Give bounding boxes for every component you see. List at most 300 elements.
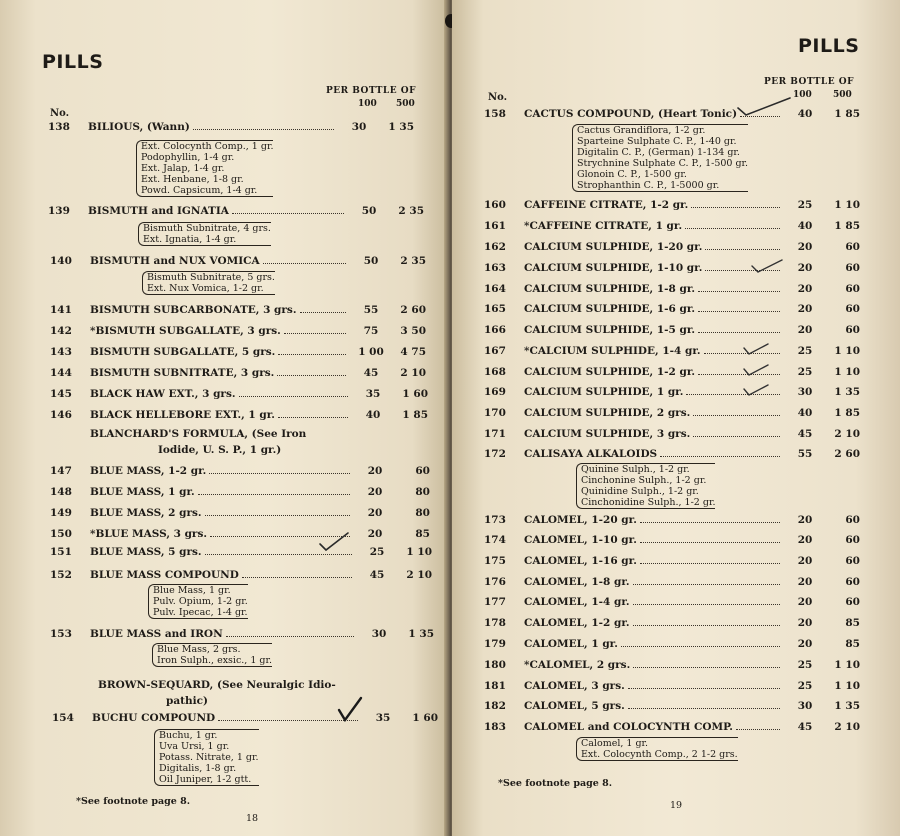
leader-dots	[698, 311, 780, 312]
price-100: 55	[797, 448, 813, 460]
ingredients-brace	[136, 140, 273, 197]
item-number: 144	[50, 367, 72, 379]
leader-dots	[205, 554, 352, 555]
list-item	[484, 617, 860, 633]
item-name: BLACK HELLEBORE EXT., 1 gr.	[90, 409, 275, 421]
price-100: 30	[797, 700, 813, 712]
price-500: 85	[415, 528, 430, 540]
list-item	[50, 528, 430, 544]
leader-dots	[209, 473, 350, 474]
item-name: BUCHU COMPOUND	[92, 712, 216, 724]
price-500: 60	[845, 576, 860, 588]
page-number: 18	[246, 813, 259, 824]
price-500: 3 50	[400, 325, 426, 337]
ingredient-line: Pulv. Ipecac, 1-4 gr.	[153, 607, 248, 618]
list-item	[484, 514, 860, 530]
leader-dots	[284, 333, 346, 334]
ingredient-line: Bismuth Subnitrate, 4 grs.	[143, 223, 271, 234]
number-column-label: No.	[50, 108, 70, 119]
item-number: 149	[50, 507, 72, 519]
item-name: BISMUTH SUBGALLATE, 5 grs.	[90, 346, 276, 358]
item-name: BLUE MASS, 5 grs.	[90, 546, 202, 558]
price-100: 1 00	[358, 346, 384, 358]
handwritten-checkmark-icon	[318, 530, 350, 554]
ingredient-line: Pulv. Opium, 1-2 gr.	[153, 596, 248, 607]
handwritten-checkmark-icon	[742, 341, 770, 357]
item-name: CALCIUM SULPHIDE, 2 grs.	[524, 407, 691, 419]
price-100: 20	[367, 528, 383, 540]
price-100: 50	[361, 205, 377, 217]
price-500: 80	[415, 507, 430, 519]
leader-dots	[277, 375, 346, 376]
footnote: *See footnote page 8.	[498, 778, 613, 789]
list-item	[48, 205, 424, 221]
item-name: *CALCIUM SULPHIDE, 1-4 gr.	[524, 345, 701, 357]
note-line: pathic)	[166, 695, 208, 707]
ingredient-line: Podophyllin, 1-4 gr.	[141, 152, 235, 163]
item-number: 174	[484, 534, 506, 546]
price-500: 60	[845, 262, 860, 274]
price-500: 1 35	[408, 628, 434, 640]
leader-dots	[239, 396, 348, 397]
handwritten-checkmark-icon	[750, 258, 784, 274]
list-item	[50, 628, 434, 644]
item-name: *CAFFEINE CITRATE, 1 gr.	[524, 220, 683, 232]
list-item	[50, 409, 428, 425]
item-number: 148	[50, 486, 72, 498]
item-name: CALOMEL and COLOCYNTH COMP.	[524, 721, 733, 733]
item-name: CALOMEL, 1 gr.	[524, 638, 618, 650]
price-500: 1 10	[834, 345, 860, 357]
col-500-header: 500	[833, 90, 852, 100]
ingredient-line: Ext. Ignatia, 1-4 gr.	[143, 234, 237, 245]
item-name: CALCIUM SULPHIDE, 1-20 gr.	[524, 241, 703, 253]
leader-dots	[705, 249, 780, 250]
handwritten-checkmark-icon	[742, 382, 770, 398]
ingredient-line: Strychnine Sulphate C. P., 1-500 gr.	[577, 158, 749, 169]
leader-dots	[691, 207, 780, 208]
cross-reference-note	[98, 677, 336, 709]
item-number: 170	[484, 407, 506, 419]
item-number: 140	[50, 255, 72, 267]
price-100: 20	[797, 638, 813, 650]
leader-dots	[232, 213, 344, 214]
leader-dots	[640, 542, 780, 543]
handwritten-checkmark-icon	[736, 96, 792, 118]
price-100: 40	[797, 220, 813, 232]
item-name: BLUE MASS and IRON	[90, 628, 223, 640]
footnote: *See footnote page 8.	[76, 796, 191, 807]
item-name: CALISAYA ALKALOIDS	[524, 448, 658, 460]
item-name: CALOMEL, 1-8 gr.	[524, 576, 630, 588]
item-number: 165	[484, 303, 506, 315]
item-name: BLUE MASS, 2 grs.	[90, 507, 202, 519]
ingredients-brace	[152, 643, 272, 667]
page-title: PILLS	[42, 51, 104, 73]
item-name: CAFFEINE CITRATE, 1-2 gr.	[524, 199, 689, 211]
ingredient-line: Digitalis, 1-8 gr.	[159, 763, 237, 774]
list-item	[50, 486, 430, 502]
page-title: PILLS	[798, 35, 860, 57]
item-name: CALOMEL, 3 grs.	[524, 680, 625, 692]
price-100: 45	[369, 569, 385, 581]
leader-dots	[278, 417, 348, 418]
ingredients-brace	[572, 124, 748, 192]
page-number: 19	[670, 800, 683, 811]
list-item	[484, 659, 860, 675]
ingredient-line: Ext. Jalap, 1-4 gr.	[141, 163, 225, 174]
item-number: 161	[484, 220, 506, 232]
leader-dots	[633, 625, 780, 626]
price-100: 50	[363, 255, 379, 267]
col-100-header: 100	[358, 99, 377, 109]
item-name: CALOMEL, 5 grs.	[524, 700, 625, 712]
ingredient-line: Blue Mass, 1 gr.	[153, 585, 231, 596]
item-number: 176	[484, 576, 506, 588]
price-500: 2 10	[834, 721, 860, 733]
item-number: 182	[484, 700, 506, 712]
ingredient-line: Ext. Henbane, 1-8 gr.	[141, 174, 244, 185]
price-500: 2 10	[406, 569, 432, 581]
item-name: BISMUTH and IGNATIA	[88, 205, 229, 217]
ingredients-brace	[576, 463, 715, 509]
item-name: CALCIUM SULPHIDE, 1 gr.	[524, 386, 684, 398]
price-500: 85	[845, 638, 860, 650]
ingredients-brace	[142, 271, 275, 295]
price-500: 60	[845, 324, 860, 336]
item-number: 167	[484, 345, 506, 357]
list-item	[484, 345, 860, 361]
ingredients-brace	[148, 584, 248, 619]
list-item	[484, 721, 860, 737]
item-name: CALOMEL, 1-2 gr.	[524, 617, 630, 629]
item-number: 147	[50, 465, 72, 477]
item-number: 160	[484, 199, 506, 211]
item-number: 152	[50, 569, 72, 581]
ingredient-line: Glonoin C. P., 1-500 gr.	[577, 169, 687, 180]
item-number: 146	[50, 409, 72, 421]
item-number: 173	[484, 514, 506, 526]
price-500: 1 35	[834, 700, 860, 712]
price-100: 20	[797, 534, 813, 546]
list-item	[50, 569, 432, 585]
ingredient-line: Iron Sulph., exsic., 1 gr.	[157, 655, 273, 666]
price-500: 1 60	[402, 388, 428, 400]
ingredient-line: Quinine Sulph., 1-2 gr.	[581, 464, 690, 475]
price-100: 20	[797, 303, 813, 315]
list-item	[48, 121, 414, 137]
cross-reference-note	[90, 426, 306, 458]
item-name: BLACK HAW EXT., 3 grs.	[90, 388, 236, 400]
item-number: 138	[48, 121, 70, 133]
item-number: 145	[50, 388, 72, 400]
price-100: 35	[375, 712, 391, 724]
list-item	[484, 303, 860, 319]
list-item	[50, 465, 430, 481]
leader-dots	[278, 354, 346, 355]
ingredient-line: Calomel, 1 gr.	[581, 738, 649, 749]
price-100: 20	[797, 514, 813, 526]
price-100: 20	[797, 324, 813, 336]
ingredient-line: Ext. Nux Vomica, 1-2 gr.	[147, 283, 264, 294]
item-name: CALOMEL, 1-16 gr.	[524, 555, 637, 567]
list-item	[484, 555, 860, 571]
col-100-header: 100	[793, 90, 812, 100]
item-number: 169	[484, 386, 506, 398]
per-bottle-header: PER BOTTLE OF	[326, 86, 416, 96]
list-item	[484, 283, 860, 299]
ingredient-line: Cinchonine Sulph., 1-2 gr.	[581, 475, 707, 486]
price-500: 1 10	[406, 546, 432, 558]
item-number: 168	[484, 366, 506, 378]
price-500: 1 10	[834, 199, 860, 211]
leader-dots	[640, 522, 780, 523]
leader-dots	[628, 688, 780, 689]
leader-dots	[660, 456, 780, 457]
item-name: CALCIUM SULPHIDE, 3 grs.	[524, 428, 691, 440]
list-item	[484, 108, 860, 124]
item-name: CALCIUM SULPHIDE, 1-10 gr.	[524, 262, 703, 274]
price-100: 35	[365, 388, 381, 400]
leader-dots	[628, 708, 780, 709]
price-100: 40	[365, 409, 381, 421]
price-500: 2 10	[400, 367, 426, 379]
price-100: 40	[797, 108, 813, 120]
price-100: 75	[363, 325, 379, 337]
price-500: 60	[845, 555, 860, 567]
item-number: 158	[484, 108, 506, 120]
ingredient-line: Oil Juniper, 1-2 gtt.	[159, 774, 252, 785]
list-item	[484, 534, 860, 550]
item-name: *BLUE MASS, 3 grs.	[90, 528, 208, 540]
note-line: BROWN-SEQUARD, (See Neuralgic Idio-	[98, 679, 336, 691]
price-500: 2 35	[398, 205, 424, 217]
price-500: 1 85	[834, 108, 860, 120]
handwritten-checkmark-icon	[336, 696, 364, 724]
price-500: 60	[845, 303, 860, 315]
list-item	[484, 576, 860, 592]
item-number: 141	[50, 304, 72, 316]
ingredient-line: Bismuth Subnitrate, 5 grs.	[147, 272, 275, 283]
item-number: 153	[50, 628, 72, 640]
leader-dots	[693, 415, 780, 416]
leader-dots	[693, 436, 780, 437]
price-100: 45	[797, 428, 813, 440]
leader-dots	[263, 263, 346, 264]
item-number: 183	[484, 721, 506, 733]
price-100: 25	[797, 366, 813, 378]
item-number: 142	[50, 325, 72, 337]
price-100: 20	[797, 262, 813, 274]
item-number: 150	[50, 528, 72, 540]
price-500: 1 35	[388, 121, 414, 133]
leader-dots	[226, 636, 354, 637]
price-500: 2 60	[834, 448, 860, 460]
price-100: 20	[797, 596, 813, 608]
price-500: 60	[415, 465, 430, 477]
price-100: 55	[363, 304, 379, 316]
item-number: 162	[484, 241, 506, 253]
list-item	[50, 507, 430, 523]
price-100: 40	[797, 407, 813, 419]
item-number: 175	[484, 555, 506, 567]
item-name: CALCIUM SULPHIDE, 1-2 gr.	[524, 366, 696, 378]
list-item	[484, 199, 860, 215]
list-item	[50, 255, 426, 271]
list-item	[484, 386, 860, 402]
leader-dots	[698, 291, 780, 292]
list-item	[484, 366, 860, 382]
item-number: 178	[484, 617, 506, 629]
price-500: 4 75	[400, 346, 426, 358]
price-500: 60	[845, 514, 860, 526]
item-name: BILIOUS, (Wann)	[88, 121, 190, 133]
note-line: Iodide, U. S. P., 1 gr.)	[158, 444, 282, 456]
ingredients-brace	[576, 737, 738, 761]
price-500: 1 85	[834, 220, 860, 232]
ingredient-line: Buchu, 1 gr.	[159, 730, 218, 741]
item-name: BLUE MASS, 1-2 gr.	[90, 465, 207, 477]
price-100: 30	[797, 386, 813, 398]
list-item	[484, 262, 860, 278]
price-500: 60	[845, 534, 860, 546]
leader-dots	[621, 646, 780, 647]
price-500: 2 10	[834, 428, 860, 440]
list-item	[484, 596, 860, 612]
price-100: 25	[797, 659, 813, 671]
list-item	[484, 638, 860, 654]
price-100: 25	[797, 680, 813, 692]
number-column-label: No.	[488, 92, 508, 103]
price-500: 80	[415, 486, 430, 498]
price-500: 1 35	[834, 386, 860, 398]
ingredient-line: Digitalin C. P., (German) 1-134 gr.	[577, 147, 740, 158]
price-100: 30	[351, 121, 367, 133]
item-name: BLUE MASS, 1 gr.	[90, 486, 195, 498]
price-100: 45	[363, 367, 379, 379]
list-item	[484, 428, 860, 444]
price-100: 25	[797, 199, 813, 211]
price-500: 85	[845, 617, 860, 629]
ingredient-line: Cinchonidine Sulph., 1-2 gr.	[581, 497, 716, 508]
left-page	[0, 0, 448, 836]
price-100: 45	[797, 721, 813, 733]
item-number: 166	[484, 324, 506, 336]
price-100: 25	[369, 546, 385, 558]
list-item	[50, 304, 426, 320]
list-item	[50, 346, 426, 362]
leader-dots	[198, 494, 350, 495]
price-500: 1 85	[834, 407, 860, 419]
ingredients-brace	[154, 729, 259, 786]
price-100: 20	[797, 241, 813, 253]
item-number: 163	[484, 262, 506, 274]
ingredient-line: Quinidine Sulph., 1-2 gr.	[581, 486, 699, 497]
price-100: 20	[797, 555, 813, 567]
leader-dots	[685, 228, 780, 229]
per-bottle-header: PER BOTTLE OF	[764, 77, 854, 87]
price-500: 2 60	[400, 304, 426, 316]
item-name: *CALOMEL, 2 grs.	[524, 659, 631, 671]
right-page	[452, 0, 900, 836]
list-item	[50, 388, 428, 404]
item-number: 139	[48, 205, 70, 217]
leader-dots	[242, 577, 352, 578]
item-name: BLUE MASS COMPOUND	[90, 569, 239, 581]
leader-dots	[633, 584, 780, 585]
price-500: 1 60	[412, 712, 438, 724]
price-100: 20	[367, 465, 383, 477]
list-item	[484, 241, 860, 257]
price-100: 20	[367, 486, 383, 498]
list-item	[484, 407, 860, 423]
price-500: 1 85	[402, 409, 428, 421]
price-100: 20	[797, 576, 813, 588]
list-item	[50, 367, 426, 383]
item-name: BISMUTH SUBCARBONATE, 3 grs.	[90, 304, 297, 316]
list-item	[484, 680, 860, 696]
price-100: 20	[797, 283, 813, 295]
item-number: 171	[484, 428, 506, 440]
leader-dots	[736, 729, 780, 730]
item-number: 143	[50, 346, 72, 358]
item-number: 181	[484, 680, 506, 692]
price-100: 20	[367, 507, 383, 519]
item-name: *BISMUTH SUBGALLATE, 3 grs.	[90, 325, 281, 337]
leader-dots	[205, 515, 350, 516]
price-100: 25	[797, 345, 813, 357]
ingredient-line: Cactus Grandiflora, 1-2 gr.	[577, 125, 706, 136]
ingredient-line: Uva Ursi, 1 gr.	[159, 741, 230, 752]
leader-dots	[633, 667, 780, 668]
price-500: 1 10	[834, 366, 860, 378]
price-500: 2 35	[400, 255, 426, 267]
price-500: 60	[845, 596, 860, 608]
item-name: BISMUTH SUBNITRATE, 3 grs.	[90, 367, 275, 379]
handwritten-checkmark-icon	[742, 362, 770, 378]
item-name: CALCIUM SULPHIDE, 1-8 gr.	[524, 283, 696, 295]
item-name: CALCIUM SULPHIDE, 1-6 gr.	[524, 303, 696, 315]
col-500-header: 500	[396, 99, 415, 109]
item-name: BISMUTH and NUX VOMICA	[90, 255, 260, 267]
price-500: 60	[845, 283, 860, 295]
list-item	[50, 546, 432, 562]
leader-dots	[698, 332, 780, 333]
item-number: 179	[484, 638, 506, 650]
price-500: 1 10	[834, 680, 860, 692]
list-item	[52, 712, 438, 728]
note-line: BLANCHARD'S FORMULA, (See Iron	[90, 428, 307, 440]
list-item	[484, 324, 860, 340]
leader-dots	[640, 563, 780, 564]
item-number: 177	[484, 596, 506, 608]
ingredient-line: Potass. Nitrate, 1 gr.	[159, 752, 259, 763]
list-item	[484, 700, 860, 716]
list-item	[50, 325, 426, 341]
ingredient-line: Ext. Colocynth Comp., 1 gr.	[141, 141, 274, 152]
ingredient-line: Ext. Colocynth Comp., 2 1-2 grs.	[581, 749, 738, 760]
leader-dots	[633, 604, 780, 605]
price-100: 30	[371, 628, 387, 640]
price-500: 60	[845, 241, 860, 253]
item-number: 154	[52, 712, 74, 724]
item-number: 180	[484, 659, 506, 671]
list-item	[484, 448, 860, 464]
item-name: CALOMEL, 1-20 gr.	[524, 514, 637, 526]
item-number: 151	[50, 546, 72, 558]
ingredient-line: Strophanthin C. P., 1-5000 gr.	[577, 180, 720, 191]
price-500: 1 10	[834, 659, 860, 671]
